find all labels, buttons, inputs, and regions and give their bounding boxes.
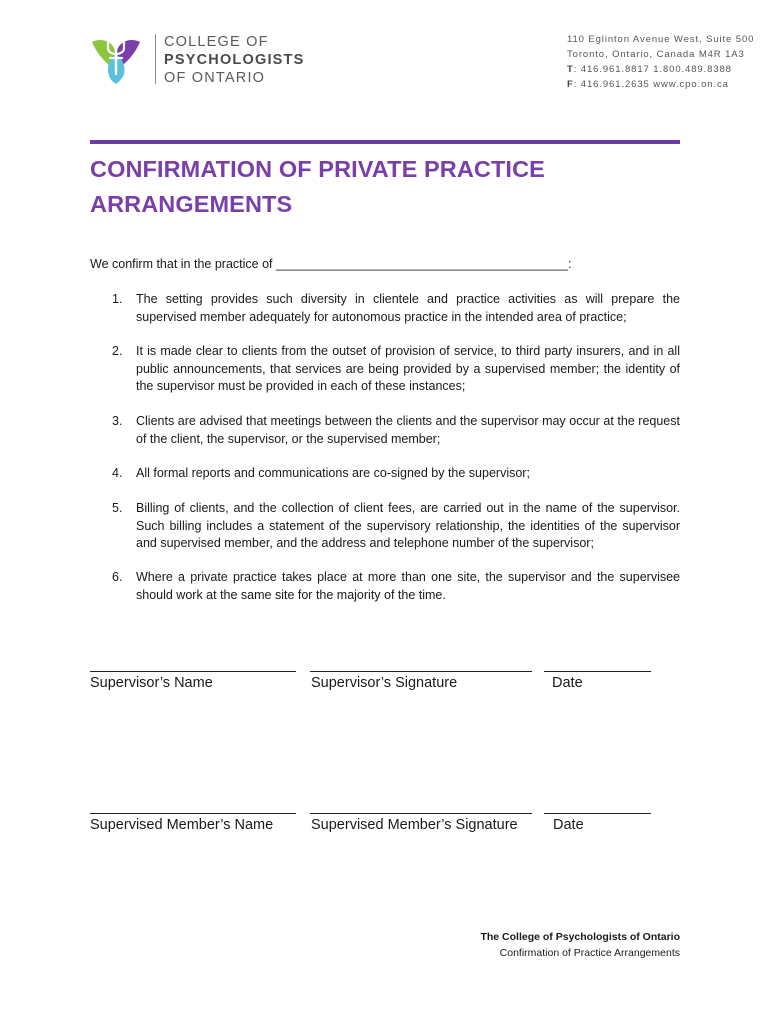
item-text: The setting provides such diversity in clientele and practice activities as will prepare the supervised member adequately for autonomous practice in the intended area of practice; [136, 292, 680, 324]
phone-line [567, 62, 754, 77]
supervisor-signature-label: Supervisor’s Signature [311, 675, 458, 691]
college-logo-icon [90, 34, 142, 84]
phone-label: T [567, 64, 574, 75]
title-line1: CONFIRMATION OF PRIVATE PRACTICE [90, 156, 545, 182]
header-rule [90, 140, 680, 144]
list-item [112, 465, 680, 483]
item-text: Clients are advised that meetings between the clients and the supervisor may occur at the request of the client, the supervisor, or the supervised member; [136, 414, 680, 446]
supervisor-date-line[interactable] [544, 671, 651, 672]
item-number: 1. [112, 292, 123, 306]
member-date-label: Date [553, 817, 584, 833]
item-number: 5. [112, 501, 123, 515]
item-text: Where a private practice takes place at more than one site, the supervisor and the supervisee should work at the same site for the majority of the time. [136, 570, 680, 602]
fax-label: F [567, 79, 574, 90]
member-signature-line[interactable] [310, 813, 532, 814]
list-item [112, 343, 680, 396]
item-number: 2. [112, 344, 123, 358]
address-line1: 110 Eglinton Avenue West, Suite 500 [567, 34, 755, 45]
footer-org: The College of Psychologists of Ontario [480, 931, 680, 943]
item-text: Billing of clients, and the collection of client fees, are carried out in the name of the supervisor. Such billing includes a statement of the supervisory relationship, the identities of the supervisor and supervised member, and the address and telephone number of the supervisor; [136, 501, 680, 550]
member-date-line[interactable] [544, 813, 651, 814]
member-name-label: Supervised Member’s Name [90, 817, 274, 833]
contact-address [567, 32, 754, 92]
document-title [90, 152, 650, 222]
item-text: All formal reports and communications are co-signed by the supervisor; [136, 466, 530, 480]
item-text: It is made clear to clients from the outset of provision of service, to third party insurers, and in all public announcements, that services are being provided by a supervised member; the identity of the supervisor must be provided in each of these instances; [136, 344, 680, 393]
supervisor-signature-line[interactable] [310, 671, 532, 672]
list-item [112, 500, 680, 553]
item-number: 3. [112, 414, 123, 428]
intro-statement: We confirm that in the practice of __________________________________________: [90, 257, 572, 271]
supervisor-name-line[interactable] [90, 671, 296, 672]
address-line2: Toronto, Ontario, Canada M4R 1A3 [567, 49, 745, 60]
wordmark-line1: COLLEGE OF [164, 34, 269, 50]
college-wordmark [164, 33, 304, 87]
fax-value: : 416.961.2635 www.cpo.on.ca [573, 79, 729, 90]
list-item [112, 291, 680, 326]
member-signature-label: Supervised Member’s Signature [311, 817, 518, 833]
phone-value: : 416.961.8817 1.800.489.8388 [573, 64, 732, 75]
supervisor-date-label: Date [552, 675, 583, 691]
item-number: 6. [112, 570, 123, 584]
logo-divider [155, 34, 156, 84]
title-line2: ARRANGEMENTS [90, 191, 293, 217]
list-item [112, 569, 680, 604]
fax-line [567, 77, 754, 92]
list-item [112, 413, 680, 448]
member-name-line[interactable] [90, 813, 296, 814]
item-number: 4. [112, 466, 123, 480]
wordmark-line3: OF ONTARIO [164, 70, 266, 86]
wordmark-line2: PSYCHOLOGISTS [164, 52, 305, 68]
page-footer [480, 929, 680, 961]
footer-subtitle: Confirmation of Practice Arrangements [499, 947, 680, 959]
supervisor-name-label: Supervisor’s Name [90, 675, 213, 691]
